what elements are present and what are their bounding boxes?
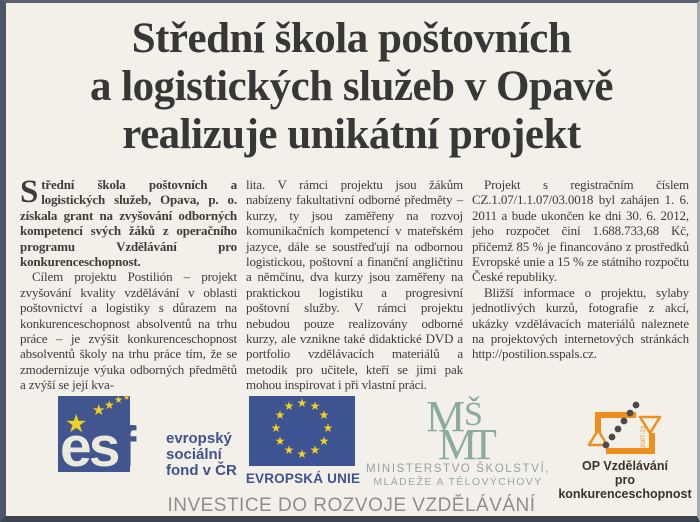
star-icon: [123, 394, 130, 402]
star-icon: [269, 422, 283, 436]
star-icon: [273, 435, 287, 449]
star-icon: [295, 397, 309, 411]
star-icon: [295, 448, 309, 462]
paragraph: Bližší informace o projektu, sylaby jednotlivých kurzů, fotografie z akcí, ukázky vzdělávacích materiálů naleznete na projektových internetových stránkách http://postilion.sspals.cz.: [472, 284, 689, 362]
opvk-symbol: [584, 401, 666, 459]
star-icon: [114, 396, 123, 406]
esf-caption: evropský sociální fond v ČR: [166, 430, 237, 479]
paragraph: Projekt s registračním číslem CZ.1.07/1.1.07/03.0018 byl zahájen 1. 6. 2011 a bude ukončen ke dni 30. 6. 2012, jeho rozpočet činí 1.688.733,68 Kč, přičemž 85 % je financováno z prostředků Evropské unie a 15 % ze státního rozpočtu České republiky.: [472, 177, 689, 285]
article-column-2: [246, 177, 463, 399]
headline-line-1: Střední škola poštovních: [131, 15, 572, 62]
lead-paragraph: [20, 177, 237, 269]
article-column-3: [472, 177, 689, 399]
eu-caption: EVROPSKÁ UNIE: [245, 471, 361, 486]
svg-text:Š: Š: [464, 396, 483, 433]
star-icon: [282, 400, 296, 414]
esf-wordmark: esf: [60, 415, 134, 479]
svg-text:M: M: [438, 420, 478, 461]
svg-text:T: T: [470, 420, 497, 461]
eu-flag: [249, 396, 355, 466]
logo-strip: [6, 393, 697, 501]
headline-line-3: realizuje unikátní projekt: [122, 111, 581, 158]
svg-text:M: M: [426, 395, 466, 441]
msmt-caption-line1: MINISTERSTVO ŠKOLSTVÍ,: [365, 463, 551, 475]
article-column-1: [20, 177, 237, 399]
lead-text: třední škola poštovních a logistických služeb, Opava, p. o. získala grant na zvyšování odborných kompetencí svých žáků z operačního programu Vzdělávání pro konkurenceschopnost.: [20, 177, 237, 270]
page-title: [6, 15, 697, 159]
article-body: [20, 177, 689, 399]
paragraph: lita. V rámci projektu jsou žákům nabízeny fakultativní odborné předměty – kurzy, ty jsou zaměřeny na rozvoj komunikačních kompetencí v mateřském jazyce, dále se soustřeďují na odbornou logistickou, poštovní a finanční angličtinu a němčinu, dva kurzy jsou zaměřeny na praktickou logistiku a progresivní poštovní služby. V rámci projektu nebudou pouze realizovány odborné kurzy, ale vznikne také didaktické DVD a portfolio vzdělávacích materiálů a metodik pro učitele, kteří se jimi pak mohou inspirovat i při vlastní práci.: [246, 177, 463, 393]
opvk-years: 2007-13: [641, 425, 647, 448]
footer-slogan: INVESTICE DO ROZVOJE VZDĚLÁVÁNÍ: [167, 495, 536, 516]
opvk-logo: [549, 393, 700, 501]
star-icon: [308, 444, 322, 458]
msmt-caption-line2: MLÁDEŽE A TĚLOVÝCHOVY: [373, 476, 543, 488]
drop-cap: S: [20, 177, 39, 210]
opvk-caption-line2: pro konkurenceschopnost: [558, 473, 692, 501]
headline-line-2: a logistických služeb v Opavě: [89, 63, 614, 110]
msmt-logo: [358, 393, 558, 489]
paragraph: Cílem projektu Postilión – projekt zvyšování kvality vzdělávání v oblasti poštovnictví a logistiky s důrazem na konkurenceschopnost absolventů na trhu práce – je zvýšit konkurenceschopnost absolventů školy na trhu práce tím, že se zmodernizuje výuka odborných předmětů a zvýší se její kva-: [20, 269, 237, 393]
esf-logo: [58, 393, 248, 489]
eu-flag-logo: [245, 393, 361, 489]
msmt-monogram: [408, 395, 508, 461]
opvk-caption-line1: OP Vzdělávání: [582, 459, 668, 473]
